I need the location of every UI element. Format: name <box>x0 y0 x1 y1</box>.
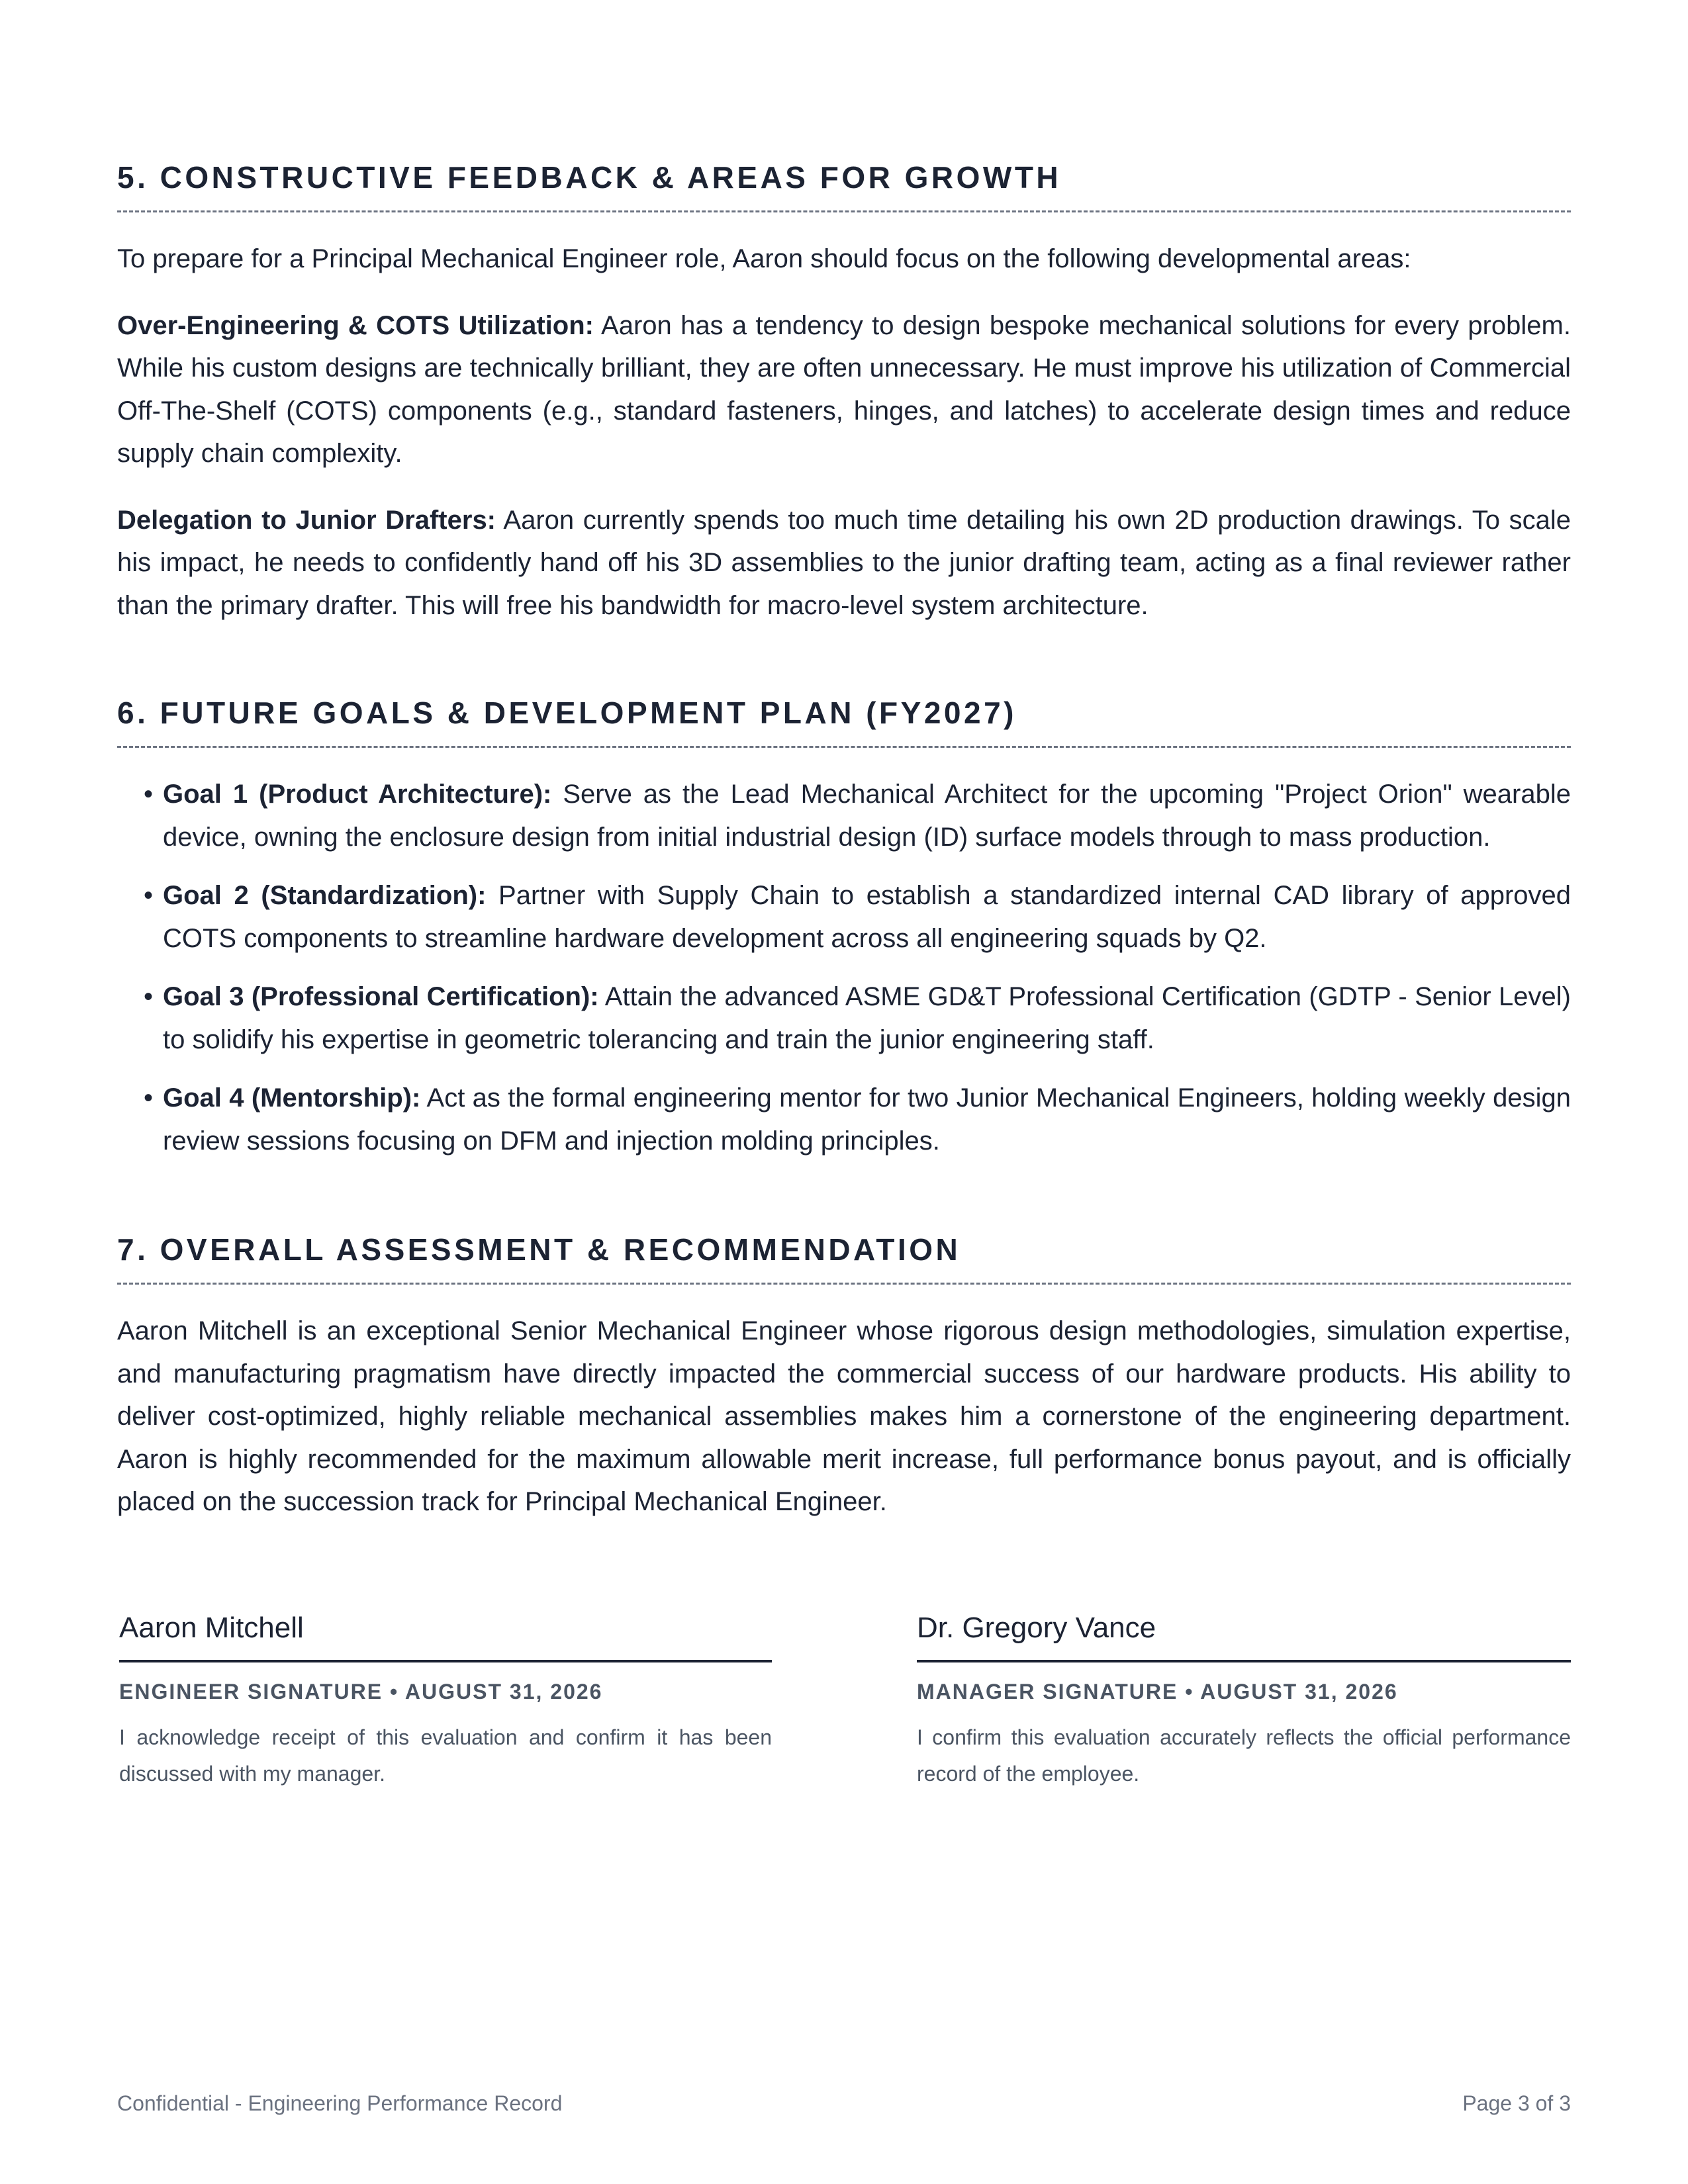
engineer-signature <box>119 1608 772 1792</box>
bullet-icon: • <box>144 982 154 1011</box>
goal-text: Serve as the Lead Mechanical Architect for the upcoming "Project Orion" wearable device, owning the enclosure design from initial industrial design (ID) surface models through to mass production. <box>163 780 1571 852</box>
goal-label: Goal 4 (Mentorship): <box>163 1083 421 1113</box>
feedback-item-text: Aaron has a tendency to design bespoke mechanical solutions for every problem. While his custom designs are technically brilliant, they are often unnecessary. He must improve his utilization of Commercial Off-The-Shelf (COTS) components (e.g., standard fasteners, hinges, and latches) to accelerate design times and reduce supply chain complexity. <box>117 310 1571 468</box>
footer-page-number: Page 3 of 3 <box>1462 2091 1571 2115</box>
manager-signature-note: I confirm this evaluation accurately reflects the official performance record of the employee. <box>917 1725 1571 1786</box>
manager-signature-name: Dr. Gregory Vance <box>917 1608 1571 1662</box>
goal-label: Goal 3 (Professional Certification): <box>163 982 599 1011</box>
goal-text: Partner with Supply Chain to establish a standardized internal CAD library of approved COTS components to streamline hardware development across all engineering squads by Q2. <box>163 881 1571 953</box>
document-page <box>117 156 1571 1547</box>
manager-signature <box>917 1608 1571 1792</box>
bullet-icon: • <box>144 881 154 910</box>
goal-item-2 <box>117 874 1571 960</box>
engineer-signature-name: Aaron Mitchell <box>119 1608 772 1662</box>
section-assessment <box>117 1228 1571 1524</box>
section-title-assessment: 7. OVERALL ASSESSMENT & RECOMMENDATION <box>117 1232 961 1267</box>
goal-text: Act as the formal engineering mentor for two Junior Mechanical Engineers, holding weekly design review sessions focusing on DFM and injection molding principles. <box>163 1083 1571 1156</box>
engineer-signature-caption: ENGINEER SIGNATURE • AUGUST 31, 2026 <box>119 1680 603 1704</box>
goal-item-4 <box>117 1077 1571 1162</box>
section-divider <box>117 746 1571 748</box>
goal-text: Attain the advanced ASME GD&T Professional Certification (GDTP - Senior Level) to solidify his expertise in geometric tolerancing and train the junior engineering staff. <box>163 982 1571 1054</box>
goal-item-3 <box>117 976 1571 1061</box>
section-goals <box>117 692 1571 1162</box>
signature-block <box>119 1608 1571 1807</box>
feedback-item-text: Aaron currently spends too much time detailing his own 2D production drawings. To scale his impact, he needs to confidently hand off his 3D assemblies to the junior drafting team, acting as a final reviewer rather than the primary drafter. This will free his bandwidth for macro-level system architecture. <box>117 505 1571 620</box>
bullet-icon: • <box>144 1083 154 1113</box>
manager-signature-caption: MANAGER SIGNATURE • AUGUST 31, 2026 <box>917 1680 1398 1704</box>
goal-item-1 <box>117 773 1571 858</box>
section-divider <box>117 1283 1571 1285</box>
goal-label: Goal 1 (Product Architecture): <box>163 780 552 809</box>
section-feedback <box>117 156 1571 627</box>
feedback-item-label: Delegation to Junior Drafters: <box>117 505 496 535</box>
footer-confidential: Confidential - Engineering Performance Record <box>117 2091 563 2115</box>
goals-list <box>117 773 1571 1162</box>
feedback-intro: To prepare for a Principal Mechanical Engineer role, Aaron should focus on the following developmental areas: <box>117 244 1411 273</box>
bullet-icon: • <box>144 780 154 809</box>
section-title-goals: 6. FUTURE GOALS & DEVELOPMENT PLAN (FY2027) <box>117 696 1017 730</box>
engineer-signature-note: I acknowledge receipt of this evaluation and confirm it has been discussed with my manager. <box>119 1725 772 1786</box>
section-title-feedback: 5. CONSTRUCTIVE FEEDBACK & AREAS FOR GROWTH <box>117 160 1062 195</box>
goal-label: Goal 2 (Standardization): <box>163 881 487 910</box>
feedback-item-label: Over-Engineering & COTS Utilization: <box>117 310 594 340</box>
section-divider <box>117 210 1571 212</box>
feedback-item-cots <box>117 304 1571 475</box>
feedback-item-delegation <box>117 499 1571 627</box>
assessment-text: Aaron Mitchell is an exceptional Senior Mechanical Engineer whose rigorous design methodologies, simulation expertise, and manufacturing pragmatism have directly impacted the commercial success of our hardware products. His ability to deliver cost-optimized, highly reliable mechanical assemblies makes him a cornerstone of the engineering department. Aaron is highly recommended for the maximum allowable merit increase, full performance bonus payout, and is officially placed on the succession track for Principal Mechanical Engineer. <box>117 1316 1571 1516</box>
